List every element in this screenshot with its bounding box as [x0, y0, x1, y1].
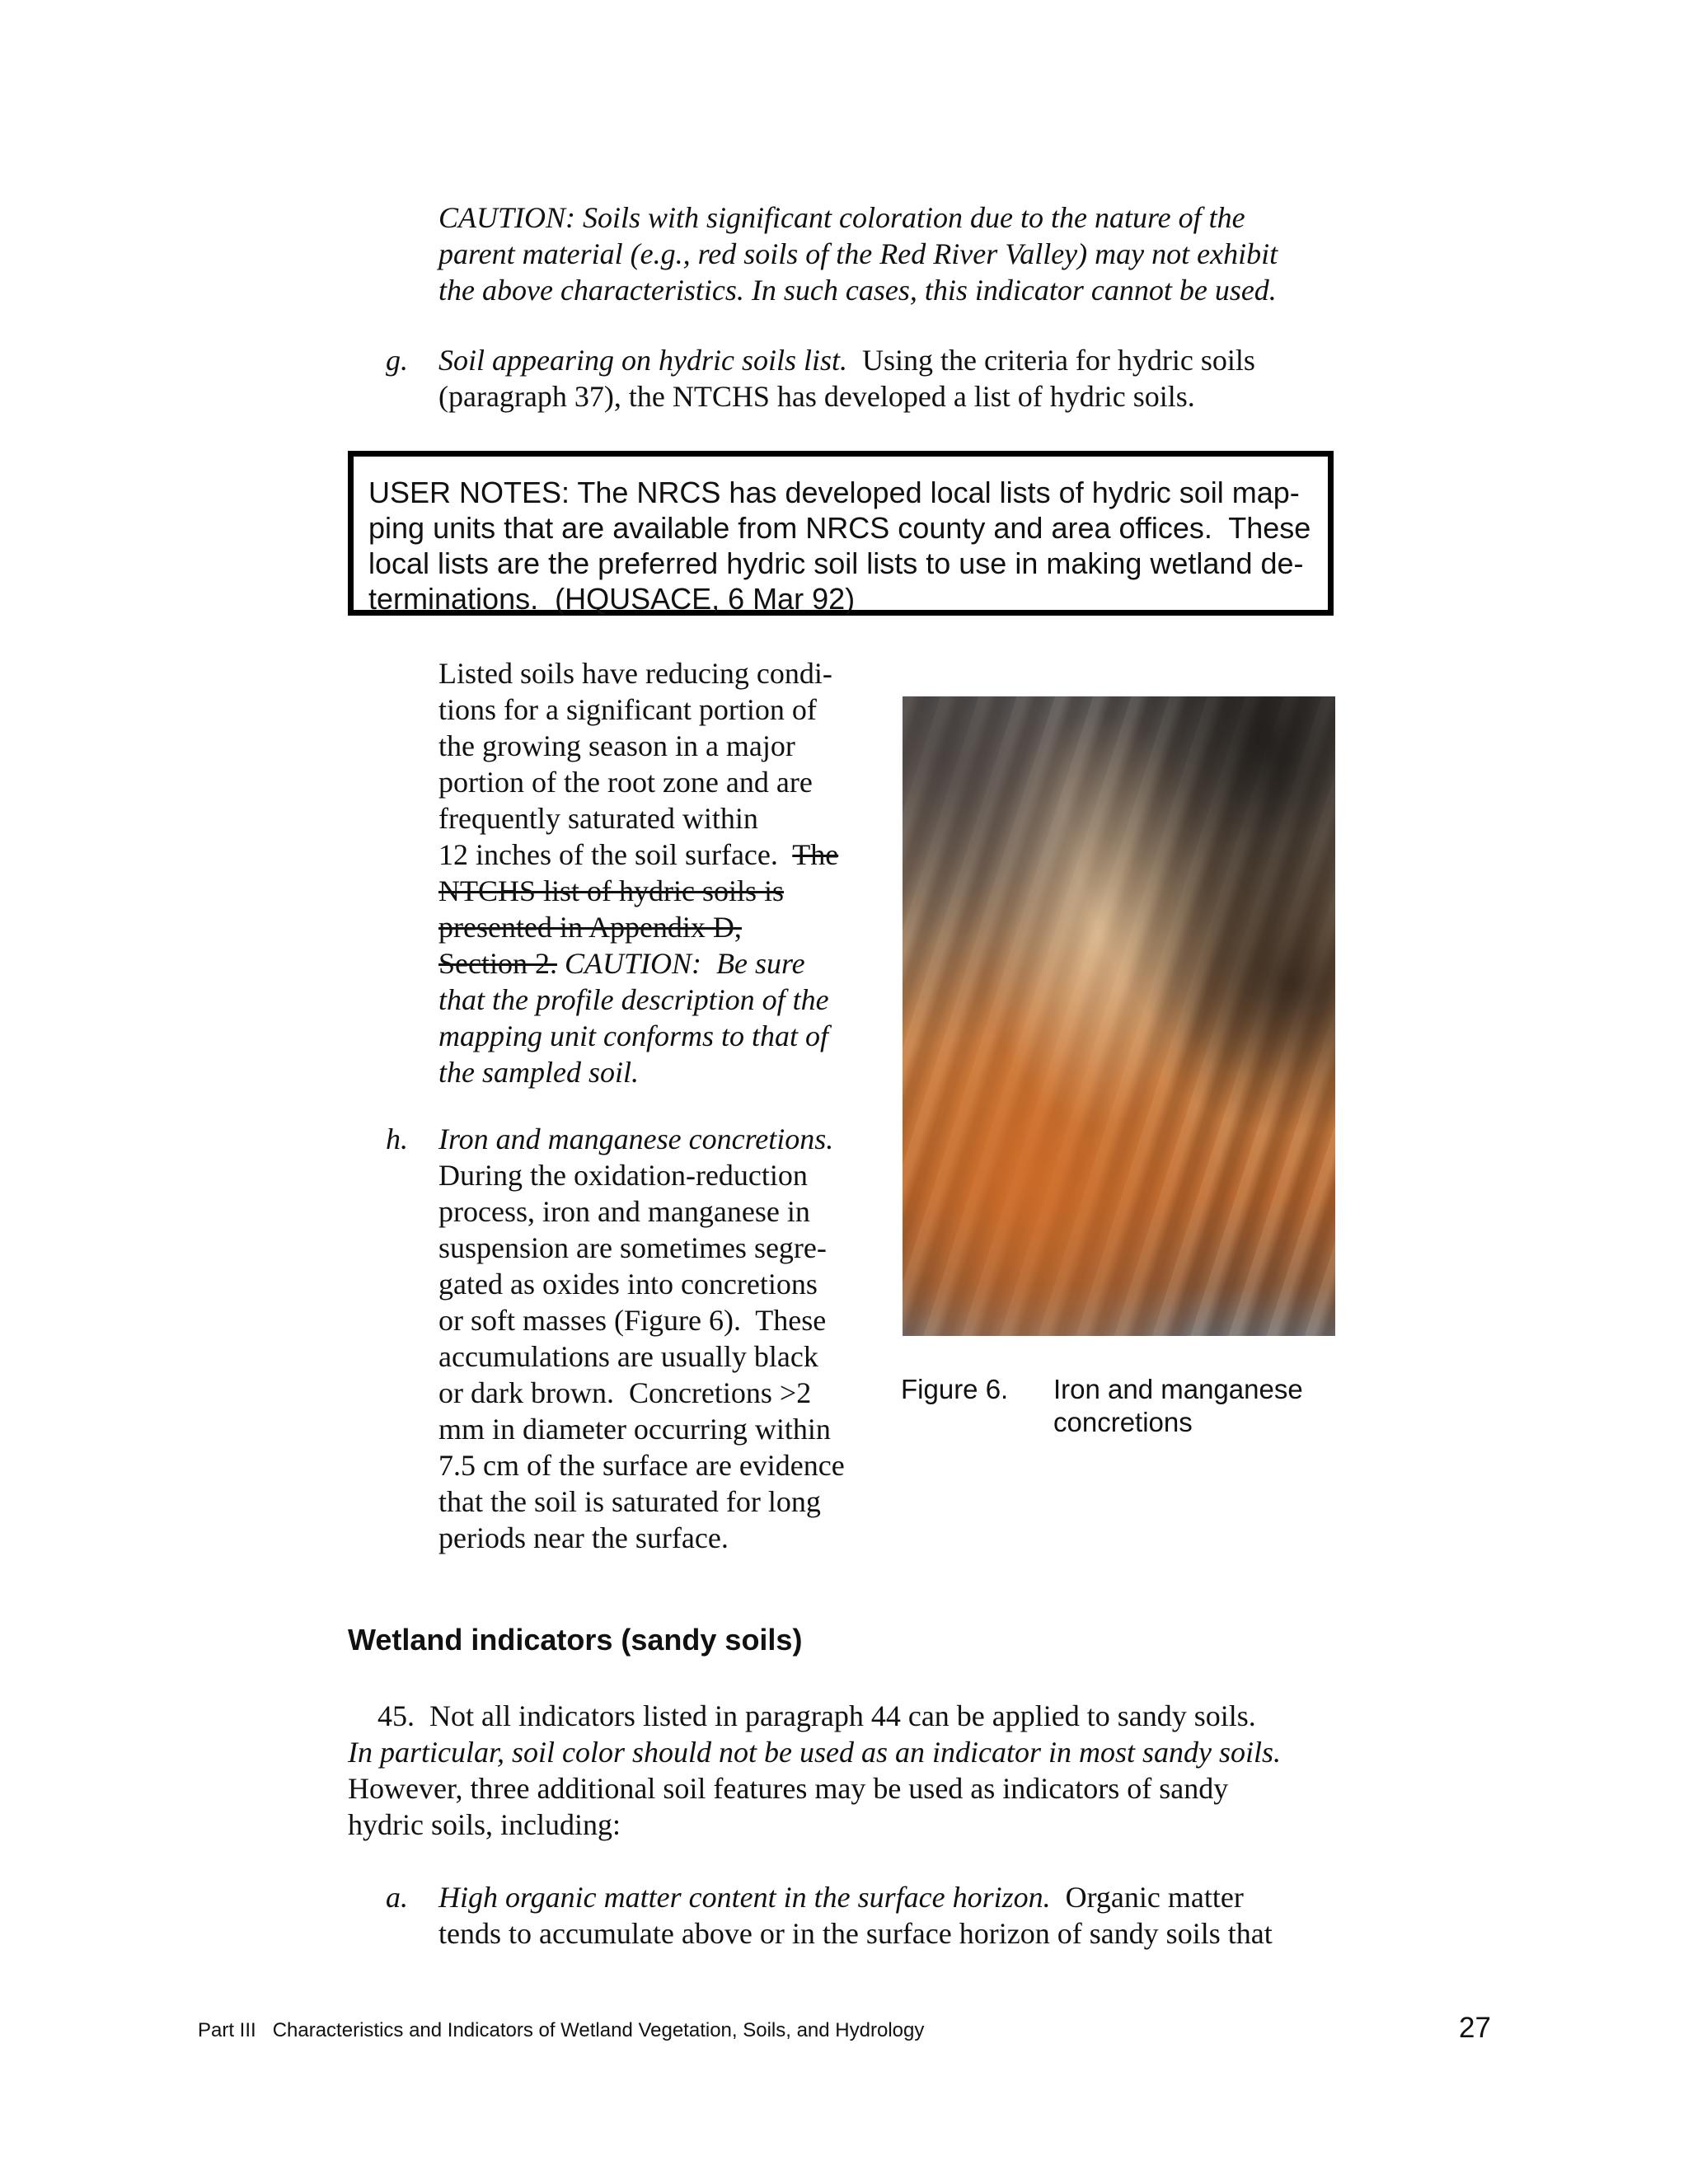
- listed-caution-line: mapping unit conforms to that of: [438, 1019, 829, 1052]
- listed-line: [438, 837, 875, 873]
- listed-line: portion of the root zone and are: [438, 766, 813, 799]
- paragraph-45: [348, 1698, 1304, 1843]
- item-h-line: accumulations are usually black: [438, 1340, 818, 1373]
- item-h-line: suspension are sometimes segre-: [438, 1231, 827, 1264]
- listed-soils-paragraph: [438, 655, 875, 1090]
- user-notes-line: USER NOTES: The NRCS has developed local lists of hydric soil map-: [368, 476, 1300, 509]
- listed-text: 12 inches of the soil surface.: [438, 838, 793, 871]
- user-notes-line: terminations. (HQUSACE, 6 Mar 92): [368, 582, 856, 616]
- para-45-line: hydric soils, including:: [348, 1808, 621, 1841]
- user-notes-line: ping units that are available from NRCS county and area offices. These: [368, 511, 1311, 545]
- soil-concretions-photo: [903, 696, 1335, 1336]
- item-g-letter: g.: [386, 344, 408, 377]
- listed-line: the growing season in a major: [438, 729, 795, 762]
- listed-caution-line: that the profile description of the: [438, 983, 829, 1016]
- item-h-line: 7.5 cm of the surface are evidence: [438, 1449, 845, 1482]
- listed-line: [438, 909, 875, 945]
- item-a-letter: a.: [386, 1881, 408, 1914]
- caution-line: the above characteristics. In such cases, this indicator cannot be used.: [438, 274, 1277, 307]
- item-h-line: process, iron and manganese in: [438, 1195, 810, 1228]
- struck-text: NTCHS list of hydric soils is: [438, 874, 785, 907]
- item-a-line: [438, 1879, 1304, 1915]
- item-h-line: that the soil is saturated for long: [438, 1485, 821, 1518]
- item-a-text: Organic matter: [1050, 1881, 1244, 1914]
- figure-caption-line: Iron and manganese: [1053, 1374, 1303, 1404]
- item-a-title: High organic matter content in the surface horizon.: [438, 1881, 1051, 1914]
- item-g-title: Soil appearing on hydric soils list.: [438, 344, 848, 377]
- item-h-line: mm in diameter occurring within: [438, 1413, 831, 1446]
- listed-line: [438, 945, 875, 982]
- item-a-line: tends to accumulate above or in the surface horizon of sandy soils that: [438, 1917, 1273, 1950]
- user-notes-line: local lists are the preferred hydric soil lists to use in making wetland de-: [368, 546, 1304, 580]
- caution-line: CAUTION: Soils with significant coloration due to the nature of the: [438, 201, 1245, 234]
- para-45-line: 45. Not all indicators listed in paragraph 44 can be applied to sandy soils.: [348, 1699, 1256, 1732]
- struck-text: The: [792, 838, 839, 871]
- item-h-line: or soft masses (Figure 6). These: [438, 1304, 827, 1337]
- item-h-line: periods near the surface.: [438, 1521, 729, 1554]
- para-45-line: However, three additional soil features may be used as indicators of sandy: [348, 1772, 1229, 1805]
- para-45-line: In particular, soil color should not be used as an indicator in most sandy soils.: [348, 1736, 1282, 1769]
- item-h-title: Iron and manganese concretions.: [438, 1122, 834, 1155]
- page-number: 27: [1459, 2012, 1491, 2044]
- item-h-letter: h.: [386, 1122, 408, 1155]
- listed-line: tions for a significant portion of: [438, 693, 817, 726]
- listed-line: [438, 873, 875, 909]
- item-h-line: During the oxidation-reduction: [438, 1159, 808, 1192]
- item-h-line: gated as oxides into concretions: [438, 1268, 818, 1301]
- item-g-line: (paragraph 37), the NTCHS has developed a list of hydric soils.: [438, 380, 1195, 413]
- item-h-paragraph: [438, 1121, 875, 1556]
- item-g-paragraph: [438, 342, 1296, 415]
- struck-text: presented in Appendix D,: [438, 911, 742, 944]
- listed-caution-line: the sampled soil.: [438, 1056, 639, 1089]
- figure-caption: [1053, 1373, 1325, 1439]
- caution-note: [438, 199, 1296, 308]
- page-footer: Part III Characteristics and Indicators of Wetland Vegetation, Soils, and Hydrology: [198, 2019, 925, 2041]
- figure-label: Figure 6.: [901, 1374, 1009, 1404]
- figure-caption-line: concretions: [1053, 1407, 1193, 1437]
- item-g-line: [438, 342, 1296, 378]
- item-a-paragraph: [438, 1879, 1304, 1952]
- caution-line: parent material (e.g., red soils of the Red River Valley) may not exhibit: [438, 237, 1278, 270]
- item-h-line: or dark brown. Concretions >2: [438, 1376, 812, 1409]
- listed-line: frequently saturated within: [438, 802, 758, 835]
- item-g-text: Using the criteria for hydric soils: [847, 344, 1255, 377]
- listed-line: Listed soils have reducing condi-: [438, 657, 832, 690]
- struck-text: Section 2.: [438, 947, 557, 980]
- user-notes-box: [348, 451, 1334, 616]
- listed-caution: CAUTION: Be sure: [556, 947, 805, 980]
- section-heading: Wetland indicators (sandy soils): [348, 1623, 803, 1657]
